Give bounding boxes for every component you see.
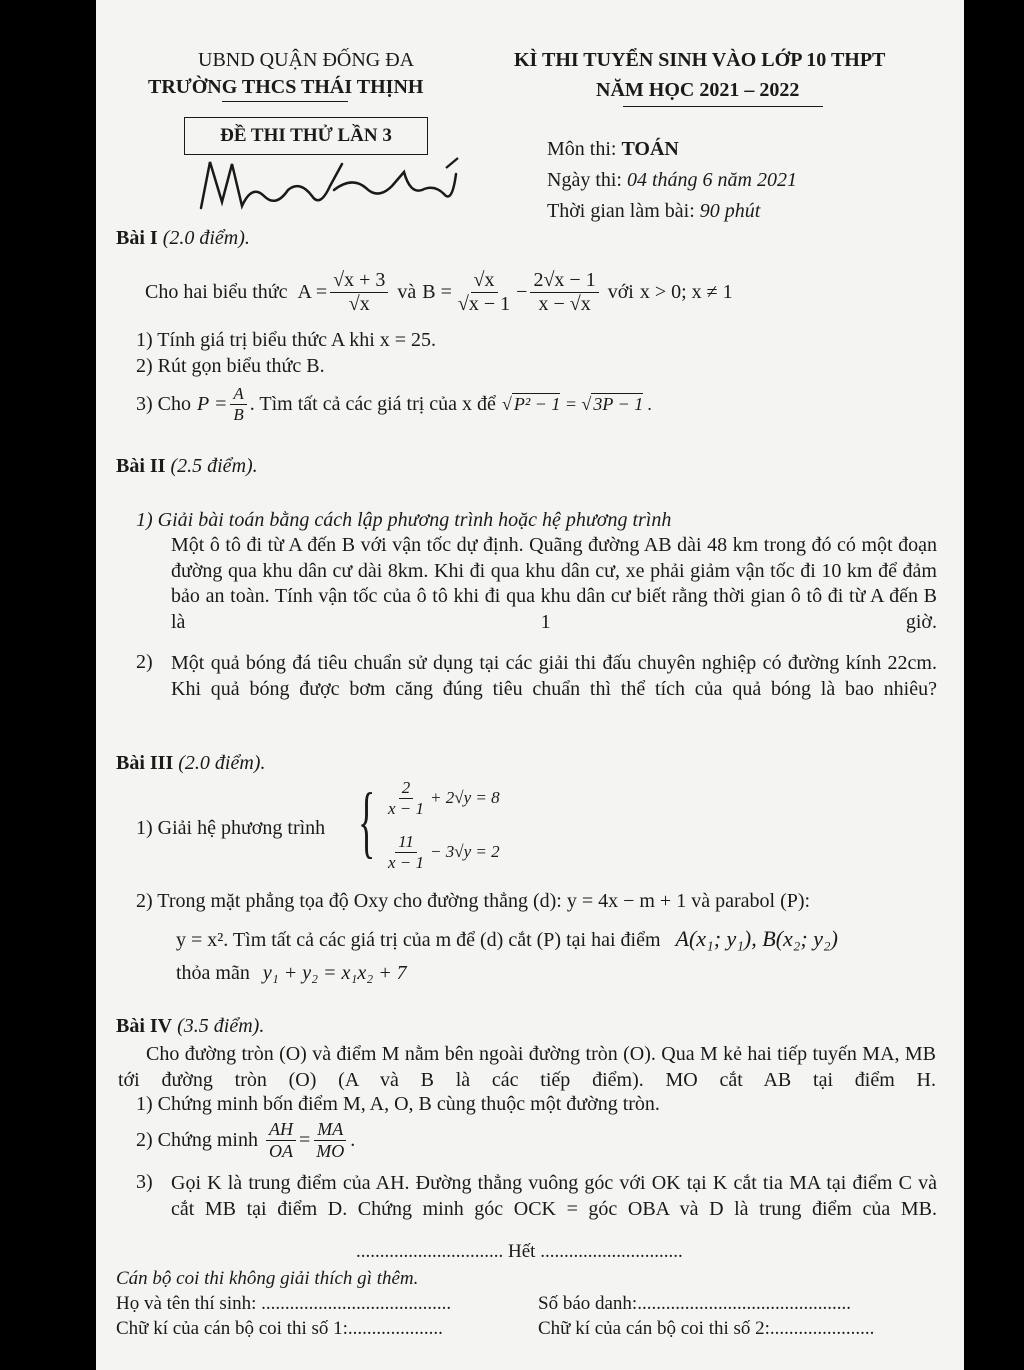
q3-numerator: A <box>230 384 246 405</box>
bai3-q2-line3 <box>176 962 407 985</box>
bai4-q3-text: Gọi K là trung điểm của AH. Đường thẳng vuông góc với OK tại K cắt tia MA tại điểm C và cắt MB tại điểm D. Chứng minh góc OCK = góc OBA và D là trung điểm của MB. <box>171 1172 937 1220</box>
bai2-q1-heading: 1) Giải bài toán bằng cách lập phương trình hoặc hệ phương trình <box>136 509 672 531</box>
bai1-intro: Cho hai biểu thức <box>145 280 288 303</box>
expr-b-label: B = <box>422 280 452 303</box>
bai4-q3-number: 3) <box>136 1171 153 1193</box>
eq2-den: x − 1 <box>388 852 425 872</box>
q3-eq-left: P² − 1 <box>513 393 561 414</box>
bai2-q2-text: Một quả bóng đá tiêu chuẩn sử dụng tại các giải thi đấu chuyên nghiệp có đường kính 22cm. Khi quả bóng được bơm căng đúng tiêu chuẩn thì thể tích của quả bóng là bao nhiêu? <box>171 652 937 700</box>
q3-fraction <box>230 384 246 424</box>
expr-b-numerator-1: x <box>484 268 495 291</box>
expr-a-denominator: x <box>359 292 370 315</box>
expr-b-denominator-2: x − √x <box>538 292 591 315</box>
bai3-title-line <box>116 752 265 775</box>
expr-a-numerator: x + 3 <box>344 268 386 291</box>
bai4-points: (3.5 điểm). <box>177 1015 265 1037</box>
school-underline <box>222 101 348 102</box>
district-name: UBND QUẬN ĐỐNG ĐA <box>198 49 415 71</box>
eq2-rest: − 3√y = 2 <box>430 842 500 862</box>
candidate-id-field: Số báo danh:............................................. <box>538 1293 851 1314</box>
eq1-den: x − 1 <box>388 798 425 818</box>
system-brace: { <box>358 778 376 866</box>
time-value: 90 phút <box>699 200 761 222</box>
bai3-title: Bài III <box>116 752 174 774</box>
bai4-title: Bài IV <box>116 1015 173 1037</box>
eq1-num: 2 <box>399 778 414 799</box>
end-dots-left: ............................... <box>356 1241 504 1262</box>
bai3-points: (2.0 điểm). <box>178 752 266 774</box>
ratio-left-num: AH <box>266 1119 296 1141</box>
expr-a-label: A = <box>297 280 328 303</box>
system-eq-1 <box>382 778 500 818</box>
q3-eq-right: 3P − 1 <box>593 393 644 414</box>
bai1-title-line <box>116 227 250 250</box>
ratio-right <box>313 1119 347 1161</box>
eq2-num: 11 <box>395 832 417 853</box>
system-eq-2 <box>382 832 500 872</box>
ratio-left-den: OA <box>268 1140 293 1161</box>
proctor2-signature-field: Chữ kí của cán bộ coi thi số 2:...................... <box>538 1318 875 1339</box>
subject-value: TOÁN <box>621 138 679 160</box>
ratio-right-den: MO <box>316 1140 345 1161</box>
date-line <box>547 169 797 192</box>
sum-condition: y₁ + y₂ = x₁x₂ + 7 <box>262 962 407 984</box>
exam-title: KÌ THI TUYỂN SINH VÀO LỚP 10 THPT <box>514 49 886 71</box>
subject-label: Môn thi: <box>547 138 622 160</box>
school-name: TRƯỜNG THCS THÁI THỊNH <box>148 76 424 98</box>
expr-b-numerator-2: 2√x − 1 <box>530 269 598 293</box>
intersection-points: A(x₁; y₁), B(x₂; y₂) <box>675 926 839 951</box>
bai4-intro: Cho đường tròn (O) và điểm M nằm bên ngoài đường tròn (O). Qua M kẻ hai tiếp tuyến MA, MB tới đường tròn (O) (A và B là các tiếp điểm). MO cắt AB tại điểm H. <box>118 1043 936 1091</box>
bai1-points: (2.0 điểm). <box>162 227 250 249</box>
bai4-q2: 2) Chứng minh $\frac{AH}{OA}$ = $\frac{MA}{MO}$ . <box>136 1118 356 1161</box>
bai4-title-line <box>116 1015 264 1038</box>
time-line <box>547 200 760 223</box>
trial-exam-box: ĐỀ THI THỬ LẦN 3 <box>184 117 428 155</box>
parabol-eq: y = x² <box>176 929 224 951</box>
date-label: Ngày thi: <box>547 169 627 191</box>
school-year: NĂM HỌC 2021 – 2022 <box>596 79 800 101</box>
bai3-q2-line1: 2) Trong mặt phẳng tọa độ Oxy cho đường thẳng (d): y = 4x − m + 1 và parabol (P): <box>136 890 811 912</box>
bai1-title: Bài I <box>116 227 158 249</box>
expr-a-fraction <box>330 269 388 316</box>
condition-text: với <box>607 280 634 303</box>
expr-b-denominator-1: x − 1 <box>468 292 511 315</box>
q3-text: . Tìm tất cả các giá trị của x để <box>249 392 496 415</box>
end-text: Hết <box>503 1241 541 1262</box>
bai3-q2-line2 <box>176 926 838 952</box>
bai2-points: (2.5 điểm). <box>170 455 258 477</box>
q2-line2-text: . Tìm tất cả các giá trị của m để (d) cắt (P) tại hai điểm <box>223 929 661 951</box>
eq1-fraction <box>385 778 427 818</box>
q3-denominator: B <box>233 404 244 424</box>
and-text: và <box>397 280 417 303</box>
bai2-q2-number: 2) <box>136 651 153 673</box>
end-line <box>356 1241 683 1263</box>
proctor-note: Cán bộ coi thi không giải thích gì thêm. <box>116 1268 419 1289</box>
year-underline <box>623 106 823 107</box>
time-label: Thời gian làm bài: <box>547 200 700 222</box>
bai2-q1-text: Một ô tô đi từ A đến B với vận tốc dự định. Quãng đường AB dài 48 km trong đó có một đoạn đường qua khu dân cư dài 8km. Khi đi qua khu dân cư, xe phải giảm vận tốc đi 10 km để đảm bảo an toàn. Tính vận tốc của ô tô khi đi qua khu dân cư biết rằng thời gian ô tô đi từ A đến B là 1 giờ. <box>171 534 937 633</box>
proctor1-signature-field: Chữ kí của cán bộ coi thi số 1:.................... <box>116 1318 443 1339</box>
q3-equation: √ P² − 1 = √ 3P − 1 . <box>502 394 652 415</box>
ratio-left <box>266 1119 296 1161</box>
subject-line <box>547 138 679 161</box>
bai3-q1: 1) Giải hệ phương trình <box>136 817 326 839</box>
condition: x > 0; x ≠ 1 <box>639 280 733 303</box>
bai4-q1: 1) Chứng minh bốn điểm M, A, O, B cùng thuộc một đường tròn. <box>136 1093 660 1115</box>
q3-prefix: 3) Cho <box>136 392 191 415</box>
bai2-title: Bài II <box>116 455 166 477</box>
bai1-q2: 2) Rút gọn biểu thức B. <box>136 355 325 377</box>
bai2-title-line <box>116 455 258 478</box>
candidate-name-field: Họ và tên thí sinh: ........................................ <box>116 1293 452 1314</box>
signature <box>196 150 476 220</box>
end-dots-right: .............................. <box>540 1241 683 1262</box>
expr-b-fraction-1 <box>455 269 513 316</box>
eq2-fraction <box>385 832 427 872</box>
bai1-q1: 1) Tính giá trị biểu thức A khi x = 25. <box>136 329 437 351</box>
date-value: 04 tháng 6 năm 2021 <box>627 169 797 191</box>
q3-p: P = <box>197 392 228 415</box>
eq1-rest: + 2√y = 8 <box>430 788 500 808</box>
bai1-expressions: Cho hai biểu thức A = √ x + 3 √ x và B = √ x √ x − 1 − $\frac{2√x - 1}{x - √x}$ với x > 0; x ≠ 1 <box>145 262 733 322</box>
condition-prefix: thỏa mãn <box>176 962 250 984</box>
expr-b-fraction-2 <box>530 269 598 316</box>
bai1-q3 <box>136 380 652 428</box>
ratio-right-num: MA <box>314 1119 346 1141</box>
q2-prefix: 2) Chứng minh <box>136 1128 258 1151</box>
exam-paper <box>96 0 964 1370</box>
